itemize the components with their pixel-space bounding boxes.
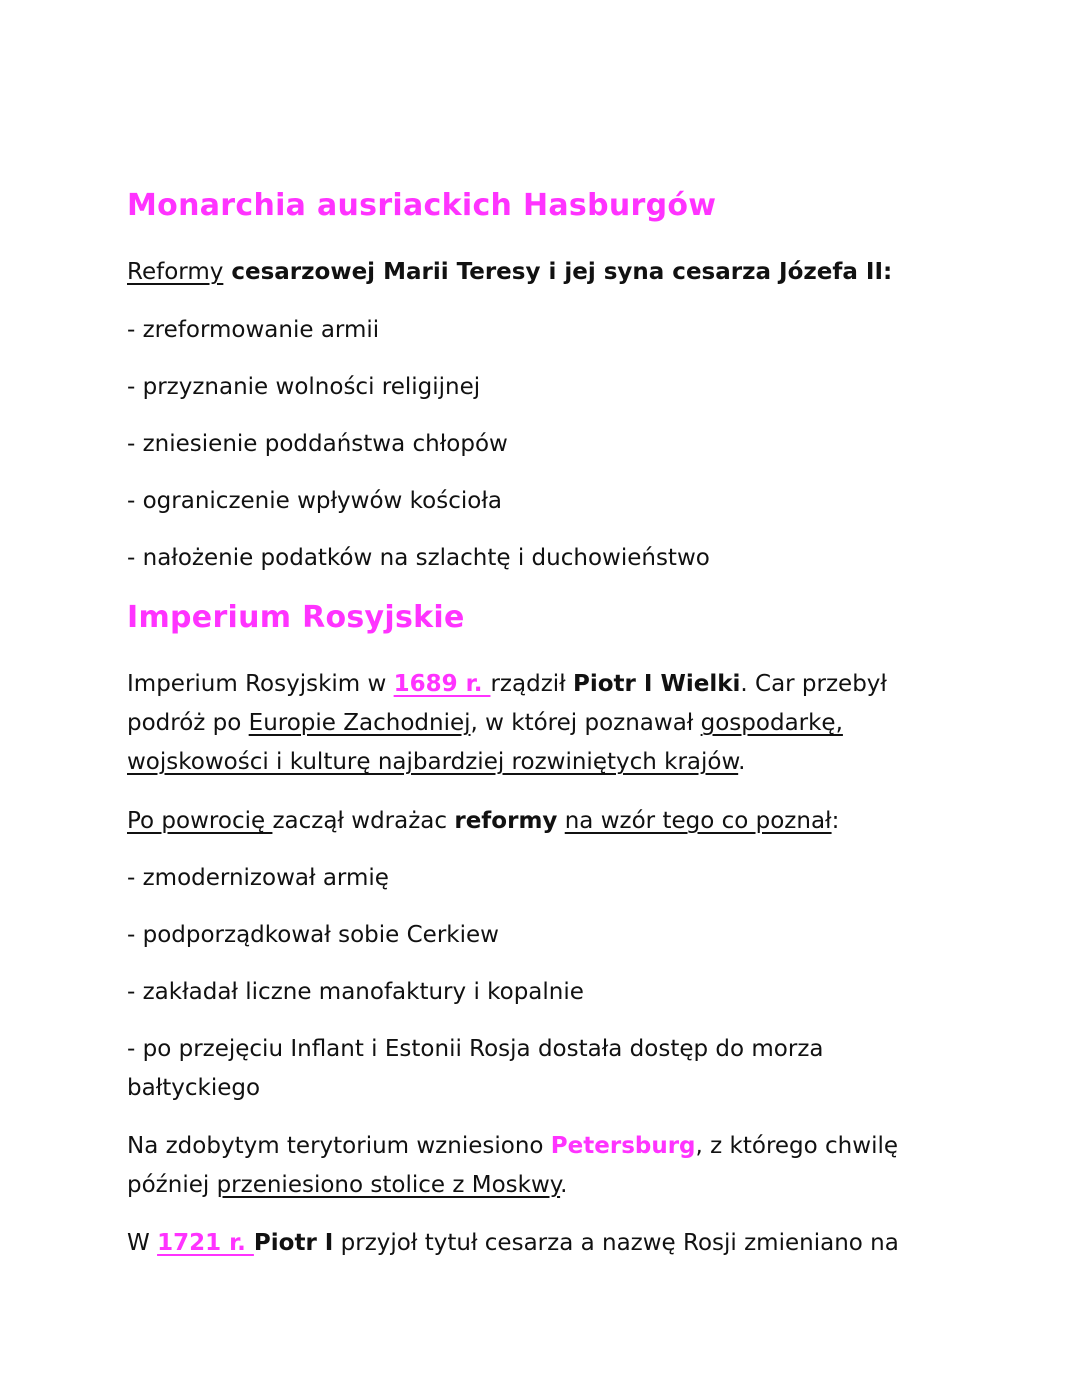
list-item: - przyznanie wolności religijnej [127,374,481,400]
list-item: - po przejęciu Inflant i Estonii Rosja dostała dostęp do morza [127,1036,824,1062]
po-powrocie: Po powrocię [127,808,273,834]
list-item-continuation: bałtyckiego [127,1075,261,1101]
text: . Car przebył [740,671,887,697]
paragraph-line [127,801,839,841]
section-title-russia: Imperium Rosyjskie [127,600,465,635]
paragraph-line [127,1126,898,1166]
list-item: - zniesienie poddaństwa chłopów [127,431,508,457]
europe-west: Europie Zachodniej [248,710,471,736]
text: Imperium Rosyjskim w [127,671,394,697]
gospodarka: gospodarkę, [700,710,843,736]
paragraph-line [127,703,843,743]
text: . [560,1172,568,1198]
reformy-word: Reformy [127,259,224,285]
piotr-name: Piotr I Wielki [573,671,741,697]
year-1689: 1689 r. [393,671,491,697]
text [557,808,564,834]
text: zaczął wdrażac [272,808,455,834]
text: przyjoł tytuł cesarza a nazwę Rosji zmieniano na [333,1230,899,1256]
petersburg: Petersburg [550,1133,696,1159]
list-item: - podporządkował sobie Cerkiew [127,922,499,948]
paragraph-line [127,1165,567,1205]
intro-rest: cesarzowej Marii Teresy i jej syna cesarza Józefa II: [223,259,893,285]
text: , z którego chwilę [695,1133,898,1159]
intro-reforms-line [127,252,892,292]
list-item: - zakładał liczne manofaktury i kopalnie [127,979,584,1005]
text: W [127,1230,158,1256]
capital-move: przeniesiono stolice z Moskwy [216,1172,561,1198]
list-item: - nałożenie podatków na szlachtę i duchowieństwo [127,545,710,571]
text: rządził [490,671,574,697]
list-item: - zreformowanie armii [127,317,380,343]
section-title-habsburg: Monarchia ausriackich Hasburgów [127,188,717,223]
paragraph-line [127,1223,899,1263]
reformy-bold: reformy [454,808,558,834]
text: podróż po [127,710,249,736]
text: : [831,808,840,834]
text: , w której poznawał [470,710,701,736]
text: później [127,1172,217,1198]
text: . [738,749,746,775]
paragraph-line [127,742,745,782]
list-item: - zmodernizował armię [127,865,389,891]
paragraph-line [127,664,887,704]
military-culture: wojskowości i kulturę najbardziej rozwiniętych krajów [127,749,739,775]
piotr-i: Piotr I [253,1230,334,1256]
text: Na zdobytym terytorium wzniesiono [127,1133,551,1159]
year-1721: 1721 r. [157,1230,254,1256]
na-wzor: na wzór tego co poznał [564,808,832,834]
list-item: - ograniczenie wpływów kościoła [127,488,502,514]
